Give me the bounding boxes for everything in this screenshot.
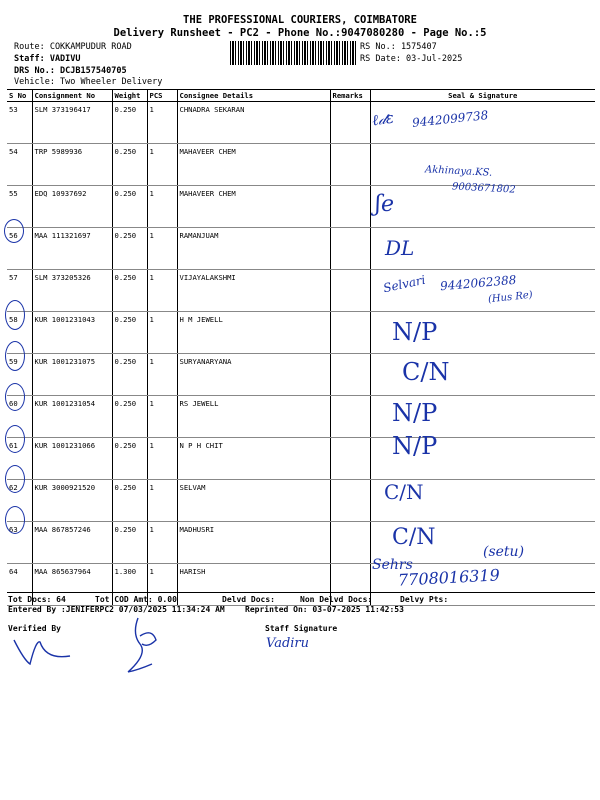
handwritten-sign: Sehrs	[372, 557, 413, 573]
row-weight: 0.250	[112, 312, 147, 354]
row-consignee: H M JEWELL	[177, 312, 330, 354]
handwritten-status: C/N	[392, 525, 436, 550]
handwritten-status: C/N	[384, 480, 424, 504]
row-weight: 0.250	[112, 354, 147, 396]
row-weight: 0.250	[112, 102, 147, 144]
table-row	[7, 480, 595, 522]
row-consignment-no: KUR 1001231054	[32, 396, 112, 438]
row-sno: 59	[7, 354, 32, 396]
sno-circle	[5, 383, 25, 411]
runsheet-title: Delivery Runsheet - PC2 - Phone No.:9047080280 - Page No.:5	[113, 27, 487, 39]
non-delivered-docs: Non Delvd Docs:	[300, 595, 373, 604]
row-consignee: RAMANJUAM	[177, 228, 330, 270]
table-row	[7, 354, 595, 396]
row-sno: 62	[7, 480, 32, 522]
row-sno: 57	[7, 270, 32, 312]
total-cod-amount: Tot COD Amt: 0.00	[95, 595, 177, 604]
row-consignee: VIJAYALAKSHMI	[177, 270, 330, 312]
row-weight: 0.250	[112, 522, 147, 564]
row-pcs: 1	[147, 228, 177, 270]
runsheet-table	[7, 89, 595, 606]
row-sno: 64	[7, 564, 32, 606]
handwritten-name: Akhinaya.KS.	[424, 164, 493, 179]
row-consignment-no: MAA 867857246	[32, 522, 112, 564]
staff-signature-label: Staff Signature	[265, 624, 338, 633]
row-sno: 61	[7, 438, 32, 480]
handwritten-status: C/N	[402, 358, 450, 386]
row-consignment-no: EDQ 10937692	[32, 186, 112, 228]
row-weight: 0.250	[112, 270, 147, 312]
row-consignee: SURYANARYANA	[177, 354, 330, 396]
col-consignment: Consignment No	[32, 90, 112, 102]
row-remarks	[330, 270, 370, 312]
row-consignment-no: KUR 1001231043	[32, 312, 112, 354]
verified-by-label: Verified By	[8, 624, 61, 633]
route: Route: COKKAMPUDUR ROAD	[14, 42, 132, 52]
handwritten-name: Selvari	[382, 272, 427, 296]
row-remarks	[330, 480, 370, 522]
rs-number: RS No.: 1575407	[360, 42, 437, 52]
reprinted-on: Reprinted On: 03-07-2025 11:42:53	[245, 605, 404, 614]
col-weight: Weight	[112, 90, 147, 102]
col-consignee: Consignee Details	[177, 90, 330, 102]
row-sno: 56	[7, 228, 32, 270]
total-docs: Tot Docs: 64	[8, 595, 66, 604]
row-remarks	[330, 438, 370, 480]
handwritten-sign: ʃe	[375, 192, 394, 217]
handwritten-note: (setu)	[483, 544, 525, 560]
table-header-row	[7, 90, 595, 102]
table-row	[7, 228, 595, 270]
handwritten-mark: DL	[385, 236, 415, 260]
row-remarks	[330, 522, 370, 564]
row-pcs: 1	[147, 522, 177, 564]
sno-circle	[5, 425, 25, 453]
table-row	[7, 312, 595, 354]
sno-circle	[5, 465, 25, 493]
col-seal-signature: Seal & Signature	[370, 90, 595, 102]
row-consignee: SELVAM	[177, 480, 330, 522]
row-consignment-no: SLM 373196417	[32, 102, 112, 144]
row-sno: 53	[7, 102, 32, 144]
row-sno: 60	[7, 396, 32, 438]
staff: Staff: VADIVU	[14, 54, 81, 64]
delivery-points: Delvy Pts:	[400, 595, 449, 604]
table-row	[7, 102, 595, 144]
handwritten-phone: 7708016319	[397, 565, 501, 590]
row-sno: 63	[7, 522, 32, 564]
row-seal-signature	[370, 144, 595, 186]
vehicle: Vehicle: Two Wheeler Delivery	[14, 77, 163, 87]
sno-circle	[5, 300, 25, 330]
row-pcs: 1	[147, 396, 177, 438]
table-row	[7, 396, 595, 438]
row-pcs: 1	[147, 438, 177, 480]
row-consignee: MADHUSRI	[177, 522, 330, 564]
row-remarks	[330, 228, 370, 270]
rs-date: RS Date: 03-Jul-2025	[360, 54, 463, 64]
row-consignee: CHNADRA SEKARAN	[177, 102, 330, 144]
handwritten-phone: 9003671802	[451, 181, 516, 196]
row-pcs: 1	[147, 480, 177, 522]
officer-signature	[118, 614, 168, 678]
sno-circle	[5, 506, 25, 534]
row-consignment-no: KUR 1001231075	[32, 354, 112, 396]
row-sno: 54	[7, 144, 32, 186]
sno-circle	[5, 341, 25, 371]
row-weight: 0.250	[112, 144, 147, 186]
row-pcs: 1	[147, 186, 177, 228]
row-consignment-no: KUR 3000921520	[32, 480, 112, 522]
verifier-signature	[10, 630, 80, 670]
row-weight: 0.250	[112, 228, 147, 270]
row-pcs: 1	[147, 144, 177, 186]
sno-circle	[4, 219, 24, 243]
row-pcs: 1	[147, 564, 177, 606]
handwritten-status: N/P	[392, 318, 438, 346]
handwritten-note: (Hus Re)	[487, 289, 534, 306]
row-remarks	[330, 354, 370, 396]
handwritten-phone: 9442062388	[439, 272, 517, 294]
row-consignee: MAHAVEER CHEM	[177, 186, 330, 228]
staff-signature: Vadiru	[266, 636, 310, 651]
row-consignee: N P H CHIT	[177, 438, 330, 480]
row-pcs: 1	[147, 270, 177, 312]
row-pcs: 1	[147, 354, 177, 396]
handwritten-status: N/P	[392, 399, 438, 427]
barcode	[230, 41, 356, 65]
row-consignment-no: SLM 373205326	[32, 270, 112, 312]
row-pcs: 1	[147, 102, 177, 144]
row-consignment-no: KUR 1001231066	[32, 438, 112, 480]
delivered-docs: Delvd Docs:	[222, 595, 275, 604]
handwritten-status: N/P	[392, 432, 438, 460]
row-weight: 1.300	[112, 564, 147, 606]
table-row	[7, 144, 595, 186]
row-consignment-no: MAA 865637964	[32, 564, 112, 606]
table-row	[7, 438, 595, 480]
row-remarks	[330, 144, 370, 186]
company-name: THE PROFESSIONAL COURIERS, COIMBATORE	[183, 14, 417, 26]
row-weight: 0.250	[112, 396, 147, 438]
row-sno: 55	[7, 186, 32, 228]
row-remarks	[330, 186, 370, 228]
row-consignee: HARISH	[177, 564, 330, 606]
row-consignment-no: TRP 5989936	[32, 144, 112, 186]
row-remarks	[330, 396, 370, 438]
row-weight: 0.250	[112, 186, 147, 228]
handwritten-phone: 9442099738	[411, 108, 489, 130]
col-sno: S No	[7, 90, 32, 102]
row-pcs: 1	[147, 312, 177, 354]
col-pcs: PCS	[147, 90, 177, 102]
row-consignee: MAHAVEER CHEM	[177, 144, 330, 186]
row-weight: 0.250	[112, 438, 147, 480]
row-remarks	[330, 102, 370, 144]
drs-number: DRS No.: DCJB157540705	[14, 66, 127, 76]
row-consignment-no: MAA 111321697	[32, 228, 112, 270]
row-weight: 0.250	[112, 480, 147, 522]
footer-divider	[7, 592, 595, 593]
col-remarks: Remarks	[330, 90, 370, 102]
row-consignee: RS JEWELL	[177, 396, 330, 438]
entered-by: Entered By :JENIFERPC2 07/03/2025 11:34:24 AM	[8, 605, 225, 614]
handwritten-sign: ℓ𝒹ε	[370, 108, 395, 130]
row-remarks	[330, 312, 370, 354]
row-sno: 58	[7, 312, 32, 354]
